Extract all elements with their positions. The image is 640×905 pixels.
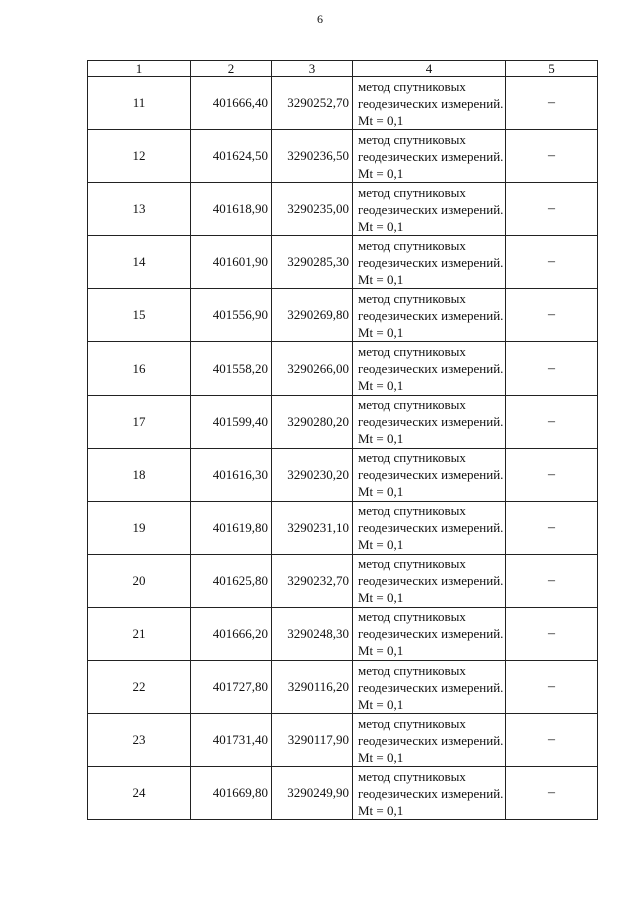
y-coordinate-cell: 3290231,10 [272,501,353,554]
x-coordinate-cell: 401599,40 [191,395,272,448]
point-number-cell: 16 [88,342,191,395]
point-number-cell: 20 [88,554,191,607]
point-number-cell: 19 [88,501,191,554]
table-row [88,714,598,767]
table-header-row [88,61,598,77]
x-coordinate-cell: 401601,90 [191,236,272,289]
y-coordinate-cell: 3290269,80 [272,289,353,342]
column-header-5: 5 [506,61,598,77]
point-number-cell: 14 [88,236,191,289]
y-coordinate-cell: 3290252,70 [272,77,353,130]
table-row [88,289,598,342]
y-coordinate-cell: 3290235,00 [272,183,353,236]
table-row [88,661,598,714]
table-row [88,236,598,289]
column-header-3: 3 [272,61,353,77]
table-row [88,607,598,660]
method-cell: метод спутниковых геодезических измерений. Mt = 0,1 [353,183,506,236]
y-coordinate-cell: 3290232,70 [272,554,353,607]
method-cell: метод спутниковых геодезических измерений. Mt = 0,1 [353,289,506,342]
x-coordinate-cell: 401624,50 [191,130,272,183]
table-row [88,448,598,501]
x-coordinate-cell: 401558,20 [191,342,272,395]
x-coordinate-cell: 401616,30 [191,448,272,501]
point-number-cell: 12 [88,130,191,183]
note-cell: – [506,236,598,289]
note-cell: – [506,183,598,236]
point-number-cell: 22 [88,661,191,714]
table-row [88,342,598,395]
y-coordinate-cell: 3290236,50 [272,130,353,183]
method-cell: метод спутниковых геодезических измерений. Mt = 0,1 [353,395,506,448]
x-coordinate-cell: 401727,80 [191,661,272,714]
x-coordinate-cell: 401731,40 [191,714,272,767]
point-number-cell: 17 [88,395,191,448]
table-row [88,77,598,130]
table-row [88,501,598,554]
method-cell: метод спутниковых геодезических измерений. Mt = 0,1 [353,554,506,607]
table-row [88,767,598,820]
point-number-cell: 13 [88,183,191,236]
x-coordinate-cell: 401669,80 [191,767,272,820]
table-row [88,183,598,236]
method-cell: метод спутниковых геодезических измерений. Mt = 0,1 [353,501,506,554]
method-cell: метод спутниковых геодезических измерений. Mt = 0,1 [353,77,506,130]
x-coordinate-cell: 401556,90 [191,289,272,342]
point-number-cell: 18 [88,448,191,501]
x-coordinate-cell: 401625,80 [191,554,272,607]
x-coordinate-cell: 401666,20 [191,607,272,660]
page-number: 6 [317,12,323,26]
note-cell: – [506,501,598,554]
note-cell: – [506,607,598,660]
method-cell: метод спутниковых геодезических измерений. Mt = 0,1 [353,661,506,714]
y-coordinate-cell: 3290117,90 [272,714,353,767]
x-coordinate-cell: 401666,40 [191,77,272,130]
note-cell: – [506,661,598,714]
column-header-2: 2 [191,61,272,77]
point-number-cell: 15 [88,289,191,342]
y-coordinate-cell: 3290230,20 [272,448,353,501]
method-cell: метод спутниковых геодезических измерений. Mt = 0,1 [353,236,506,289]
table-row [88,395,598,448]
x-coordinate-cell: 401618,90 [191,183,272,236]
point-number-cell: 24 [88,767,191,820]
table-body [88,77,598,820]
note-cell: – [506,395,598,448]
note-cell: – [506,289,598,342]
method-cell: метод спутниковых геодезических измерений. Mt = 0,1 [353,342,506,395]
point-number-cell: 21 [88,607,191,660]
note-cell: – [506,77,598,130]
note-cell: – [506,767,598,820]
point-number-cell: 23 [88,714,191,767]
y-coordinate-cell: 3290280,20 [272,395,353,448]
note-cell: – [506,448,598,501]
y-coordinate-cell: 3290266,00 [272,342,353,395]
coordinates-table [87,60,598,820]
x-coordinate-cell: 401619,80 [191,501,272,554]
table-row [88,130,598,183]
y-coordinate-cell: 3290248,30 [272,607,353,660]
y-coordinate-cell: 3290249,90 [272,767,353,820]
note-cell: – [506,130,598,183]
table-row [88,554,598,607]
method-cell: метод спутниковых геодезических измерений. Mt = 0,1 [353,448,506,501]
y-coordinate-cell: 3290285,30 [272,236,353,289]
point-number-cell: 11 [88,77,191,130]
column-header-4: 4 [353,61,506,77]
y-coordinate-cell: 3290116,20 [272,661,353,714]
note-cell: – [506,342,598,395]
method-cell: метод спутниковых геодезических измерений. Mt = 0,1 [353,607,506,660]
note-cell: – [506,554,598,607]
method-cell: метод спутниковых геодезических измерений. Mt = 0,1 [353,714,506,767]
method-cell: метод спутниковых геодезических измерений. Mt = 0,1 [353,767,506,820]
note-cell: – [506,714,598,767]
method-cell: метод спутниковых геодезических измерений. Mt = 0,1 [353,130,506,183]
column-header-1: 1 [88,61,191,77]
